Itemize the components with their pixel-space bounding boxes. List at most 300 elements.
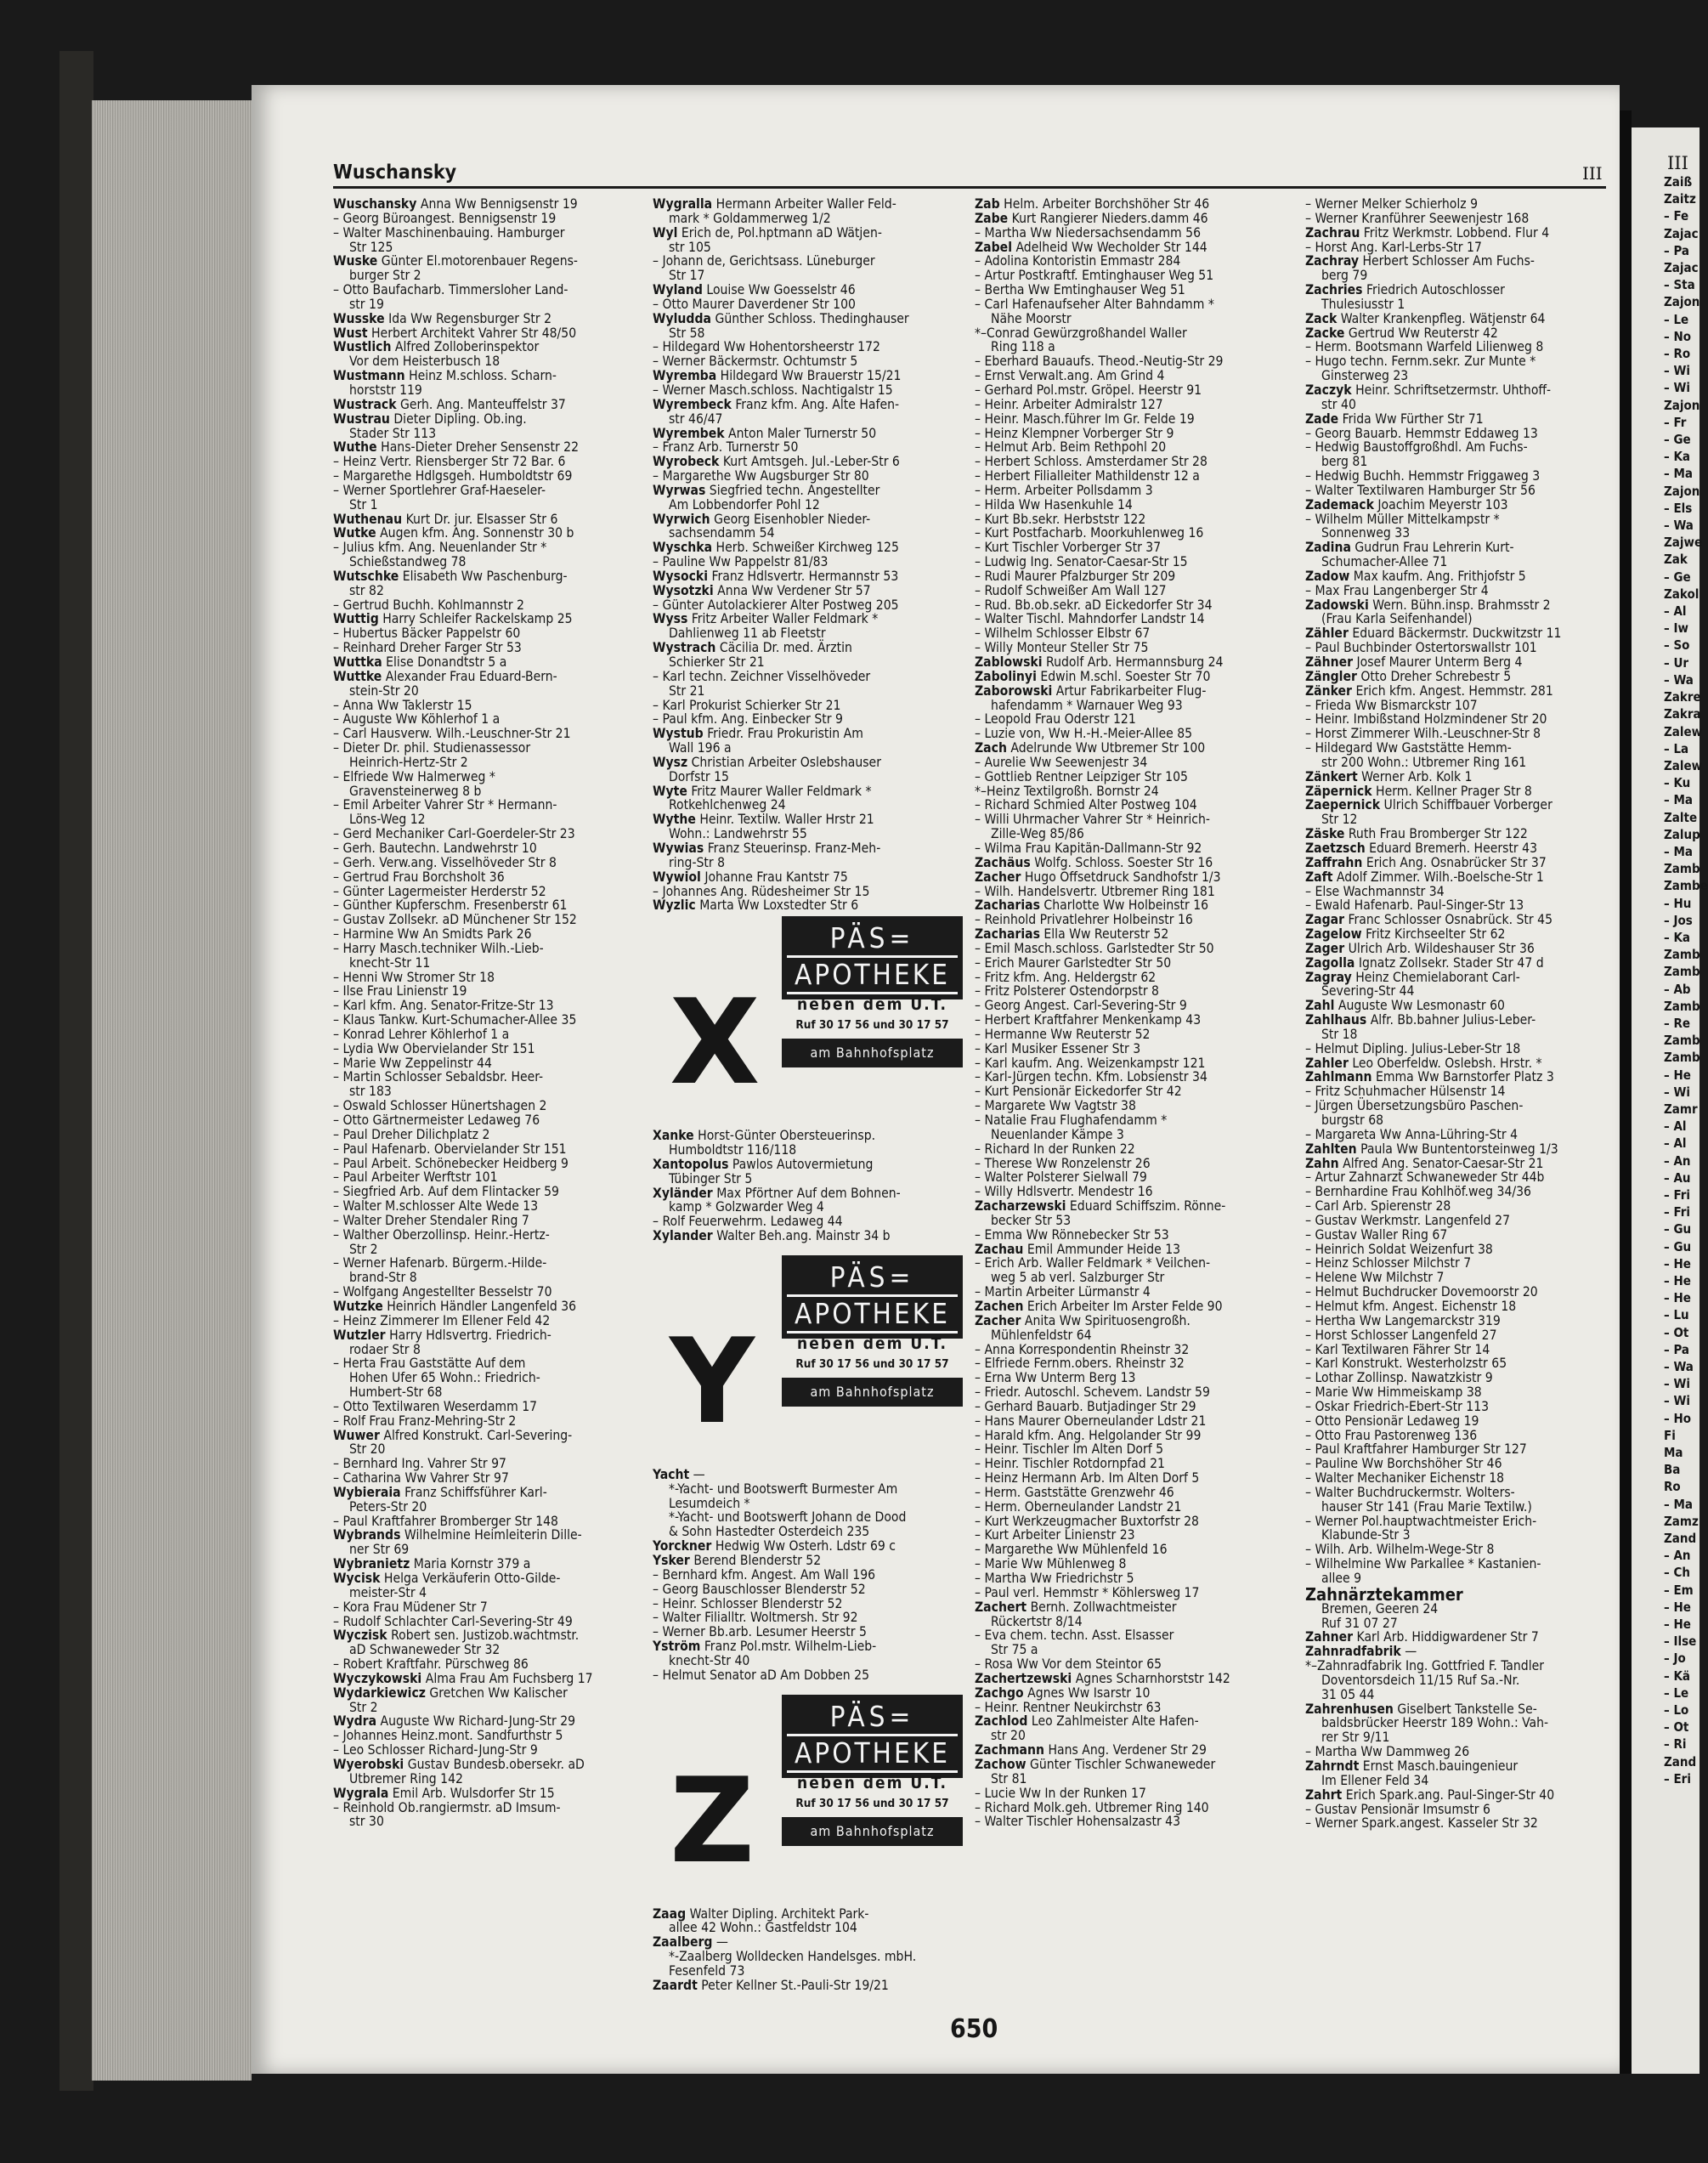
entry-line: – Else Wachmannstr 34 <box>1305 883 1445 899</box>
entry-details: Erich Spark.ang. Paul-Singer-Str 40 <box>1345 1786 1555 1803</box>
next-page-line: – Le <box>1664 1685 1689 1701</box>
entry-continuation: Zille-Weg 85/86 <box>991 826 1084 842</box>
entry-line: – Helmut Dipling. Julius-Leber-Str 18 <box>1305 1040 1521 1056</box>
entry-line: – Lucie Ww In der Runken 17 <box>975 1785 1146 1801</box>
surname: Zach <box>975 740 1007 756</box>
surname: Zachlod <box>975 1713 1028 1730</box>
entry-continuation: berg 79 <box>1321 268 1368 284</box>
entry-details: Friedrich Autoschlosser <box>1366 282 1505 298</box>
entry-continuation: Thulesiusstr 1 <box>1321 296 1405 312</box>
surname: Zadowski <box>1305 597 1369 613</box>
entry-details: Edwin M.schl. Soester Str 70 <box>1040 668 1211 684</box>
surname: Wygralla <box>653 196 713 212</box>
entry-line <box>975 241 1292 255</box>
surname: Zagolla <box>1305 954 1355 971</box>
next-page-line: – So <box>1664 637 1690 654</box>
next-page-edge <box>1632 127 1708 2074</box>
entry-details: Josef Maurer Unterm Berg 4 <box>1356 654 1523 670</box>
entry-continuation: kamp * Golzwarder Weg 4 <box>669 1199 824 1215</box>
entry-line <box>653 1907 970 1922</box>
entries-wy <box>653 197 970 913</box>
surname: Wustrack <box>333 396 397 412</box>
entry-line: – Heinr. Arbeiter Admiralstr 127 <box>975 396 1163 412</box>
entry-line <box>653 727 970 741</box>
entry-continuation: baldsbrücker Heerstr 189 Wohn.: Vah- <box>1321 1715 1549 1731</box>
entry-continuation: Klabunde-Str 3 <box>1321 1527 1411 1543</box>
entry-details: Franz Hdlsvertr. Hermannstr 53 <box>711 568 899 584</box>
entry-line: – Herm. Arbeiter Pollsdamm 3 <box>975 482 1153 498</box>
entry-line: – Wilhelm Schlosser Elbstr 67 <box>975 626 1151 642</box>
entry-details: Walter Beh.ang. Mainstr 34 b <box>716 1228 891 1244</box>
surname: Zaft <box>1305 869 1333 885</box>
entry-details: Heinz M.schloss. Scharn- <box>409 368 557 384</box>
surname: Zachmann <box>975 1742 1045 1758</box>
next-page-line: – He <box>1664 1255 1691 1271</box>
entry-continuation: Str 17 <box>669 268 705 284</box>
surname: Wutschke <box>333 568 399 584</box>
entry-line <box>1305 283 1623 297</box>
ad-location: neben dem U.T. <box>797 995 947 1015</box>
surname: Zachray <box>1305 253 1359 269</box>
entry-line: – Karl techn. Zeichner Visselhöveder <box>653 668 871 684</box>
surname: Wuwer <box>333 1427 380 1443</box>
entry-details: Leo Oberfeldw. Oslebsh. Hrstr. * <box>1352 1055 1542 1071</box>
next-page-line: – Wi <box>1664 380 1690 396</box>
entry-line <box>653 369 970 383</box>
next-page-line: – Fe <box>1664 208 1689 224</box>
entry-details: Gertrud Ww Reuterstr 42 <box>1348 325 1498 341</box>
ad-name-line1: PÄS= <box>829 921 915 955</box>
entry-continuation: Doventorsdeich 11/15 Ruf Sa.-Nr. <box>1321 1672 1520 1688</box>
entry-details: Adolf Zimmer. Wilh.-Boelsche-Str 1 <box>1336 869 1544 885</box>
surname: Zachries <box>1305 282 1363 298</box>
entry-continuation: Vor dem Heisterbusch 18 <box>349 354 501 370</box>
next-page-line: – Wi <box>1664 363 1690 379</box>
next-page-line: Zamr <box>1664 1101 1698 1117</box>
entry-continuation: Am Lobbendorfer Pohl 12 <box>669 496 820 512</box>
entry-line: – Willy Monteur Steller Str 75 <box>975 640 1149 656</box>
entry-details: Augen kfm. Ang. Sonnenstr 30 b <box>380 525 574 541</box>
entry-line <box>653 1186 970 1201</box>
ad-phone: Ruf 30 17 56 und 30 17 57 <box>795 1796 949 1810</box>
entry-line <box>333 526 651 541</box>
entry-continuation: Rückertstr 8/14 <box>991 1613 1083 1629</box>
entry-line: – Pauline Ww Pappelstr 81/83 <box>653 554 829 570</box>
ad-phone: Ruf 30 17 56 und 30 17 57 <box>795 1356 949 1371</box>
entry-line: – Herm. Gaststätte Grenzwehr 46 <box>975 1484 1174 1500</box>
surname: Wywiol <box>653 869 701 885</box>
surname: Zähler <box>1305 626 1349 642</box>
entry-details: Cäcilia Dr. med. Ärztin <box>719 640 852 656</box>
entry-details: Karl Arb. Hiddigwardener Str 7 <box>1356 1629 1539 1645</box>
entry-details: Ruth Frau Bromberger Str 122 <box>1348 826 1528 842</box>
entry-line <box>333 1786 651 1801</box>
entry-line: – Kurt Tischler Vorberger Str 37 <box>975 540 1162 556</box>
entry-line: – Pauline Ww Borchshöher Str 46 <box>1305 1456 1502 1472</box>
entry-continuation: Ginsterweg 23 <box>1321 368 1409 384</box>
entry-line: – Gerd Mechaniker Carl-Goerdeler-Str 23 <box>333 826 575 842</box>
section-letter-y: Y <box>670 1312 755 1450</box>
entry-continuation: *-Yacht- und Bootswerft Burmester Am <box>669 1481 898 1497</box>
entry-details: Berend Blenderstr 52 <box>693 1553 822 1568</box>
entry-line <box>653 283 970 297</box>
entry-details: Heinr. Textilw. Waller Hrstr 21 <box>699 812 874 828</box>
entry-line: – Walter Maschinenbauing. Hamburger <box>333 224 565 241</box>
entry-continuation: Peters-Str 20 <box>349 1498 427 1515</box>
entry-line <box>333 1686 651 1701</box>
entry-details: Frida Ww Fürther Str 71 <box>1342 411 1484 427</box>
entry-line: – Carl Arb. Spierenstr 28 <box>1305 1198 1451 1215</box>
entry-line: – Klaus Tankw. Kurt-Schumacher-Allee 35 <box>333 1012 577 1028</box>
section-heading: Zahnärztekammer <box>1305 1583 1463 1605</box>
entry-line: – Paul Kraftfahrer Bromberger Str 148 <box>333 1513 558 1529</box>
entry-details: Alexander Frau Eduard-Bern- <box>385 668 557 684</box>
entry-continuation: Wall 196 a <box>669 740 732 756</box>
entry-line: – Otto Maurer Daverdener Str 100 <box>653 296 856 312</box>
surname: Wyland <box>653 282 703 298</box>
surname: Wuschansky <box>333 196 417 212</box>
entry-line: – Kurt Bb.sekr. Herbststr 122 <box>975 511 1146 527</box>
next-page-line: – Gu <box>1664 1221 1692 1237</box>
entry-line <box>975 670 1292 684</box>
entry-line: – Kora Frau Müdener Str 7 <box>333 1599 488 1615</box>
entry-line: – Fritz Schuhmacher Hülsenstr 14 <box>1305 1084 1506 1100</box>
surname: Wuttka <box>333 654 382 670</box>
surname: Zablowski <box>975 654 1043 670</box>
next-page-line: – Jos <box>1664 912 1693 928</box>
entry-line <box>975 1243 1292 1257</box>
entry-line: – Werner Spark.angest. Kasseler Str 32 <box>1305 1815 1538 1832</box>
entry-line: – Kurt Postfacharb. Moorkuhlenweg 16 <box>975 525 1204 541</box>
surname: Zabel <box>975 239 1013 255</box>
entry-line: – Paul Arbeiter Werftstr 101 <box>333 1169 498 1186</box>
entry-line <box>1305 1702 1623 1717</box>
directory-column-1 <box>333 197 651 1829</box>
entry-line: – Hugo techn. Fernm.sekr. Zur Munte * <box>1305 354 1536 370</box>
entry-continuation: becker Str 53 <box>991 1212 1072 1228</box>
next-page-line: Zaitz <box>1664 191 1696 207</box>
entry-line: – Marie Ww Mühlenweg 8 <box>975 1556 1127 1572</box>
entry-line <box>653 1229 970 1243</box>
entry-details: Elisabeth Ww Paschenburg- <box>402 568 568 584</box>
entry-details: Kurt Rangierer Nieders.damm 46 <box>1011 210 1208 226</box>
entry-line: – Heinr. Schlosser Blenderstr 52 <box>653 1595 843 1611</box>
entry-line <box>1305 569 1623 584</box>
entry-line <box>333 1328 651 1343</box>
surname: Wyrembek <box>653 425 725 441</box>
next-page-line: Zakol <box>1664 586 1700 602</box>
entry-details: Günter El.motorenbauer Regens- <box>381 253 578 269</box>
entry-line <box>653 312 970 326</box>
next-page-line: – Gu <box>1664 1238 1692 1254</box>
entry-line <box>653 1979 970 1993</box>
entry-details: Herbert Architekt Vahrer Str 48/50 <box>371 325 577 341</box>
entry-line: – Paul kfm. Ang. Einbecker Str 9 <box>653 711 843 728</box>
entry-line <box>653 455 970 469</box>
entry-continuation: knecht-Str 11 <box>349 954 431 971</box>
entry-line: – Heinrich Soldat Weizenfurt 38 <box>1305 1241 1493 1257</box>
entry-line: – Bernhardine Frau Kohlhöf.weg 34/36 <box>1305 1184 1531 1200</box>
entry-details: Herbert Schlosser Am Fuchs- <box>1362 253 1535 269</box>
surname: Zachrau <box>1305 224 1360 241</box>
surname: Wutzke <box>333 1298 383 1314</box>
entry-continuation: ner Str 69 <box>349 1542 410 1558</box>
surname: Zahlmann <box>1305 1069 1372 1085</box>
surname: Zagray <box>1305 969 1352 985</box>
entry-continuation: Dorfstr 15 <box>669 768 729 784</box>
entry-line: – Dieter Dr. phil. Studienassessor <box>333 740 531 756</box>
entry-line: – Heinz Hermann Arb. Im Alten Dorf 5 <box>975 1470 1200 1486</box>
entry-line: – Heinr. Rentner Neukirchstr 63 <box>975 1699 1162 1715</box>
entry-details: Helm. Arbeiter Borchshöher Str 46 <box>1004 196 1210 212</box>
surname: Zahrt <box>1305 1786 1343 1803</box>
entry-continuation: Mühlenfeldstr 64 <box>991 1327 1092 1343</box>
entry-details: Kurt Amtsgeh. Jul.-Leber-Str 6 <box>722 454 900 470</box>
surname: Wywias <box>653 840 704 856</box>
entry-details: Fritz Werkmstr. Lobbend. Flur 4 <box>1363 224 1550 241</box>
entry-line: – Anna Korrespondentin Rheinstr 32 <box>975 1341 1190 1357</box>
entry-line <box>653 1539 970 1554</box>
entry-details: Walter Dipling. Architekt Park- <box>689 1905 869 1922</box>
surname: Zahler <box>1305 1055 1349 1071</box>
entry-line: – Fritz kfm. Ang. Heldergstr 62 <box>975 969 1157 985</box>
entry-line: – Ludwig Ing. Senator-Caesar-Str 15 <box>975 554 1188 570</box>
next-page-line: – Lu <box>1664 1307 1689 1323</box>
entry-details: Wolfg. Schloss. Soester Str 16 <box>1034 854 1213 870</box>
ad-address: am Bahnhofsplatz <box>782 1039 963 1067</box>
entry-line: – Horst Schlosser Langenfeld 27 <box>1305 1327 1497 1343</box>
entry-continuation: Str 81 <box>991 1770 1027 1786</box>
entry-details: Emil Ammunder Heide 13 <box>1026 1241 1181 1257</box>
entry-line: – Karl kaufm. Ang. Weizenkampstr 121 <box>975 1055 1206 1071</box>
entry-continuation: aD Schwaneweder Str 32 <box>349 1642 501 1658</box>
entry-line <box>653 541 970 555</box>
surname: Wybieraia <box>333 1484 401 1500</box>
entry-continuation: (Frau Karla Seifenhandel) <box>1321 611 1473 627</box>
ad-logo <box>782 916 963 999</box>
surname: Zachertzewski <box>975 1670 1072 1686</box>
entry-continuation: Fesenfeld 73 <box>669 1962 745 1979</box>
entry-line <box>1305 942 1623 956</box>
entry-line: – Wilh. Handelsvertr. Utbremer Ring 181 <box>975 883 1215 899</box>
entry-line <box>333 326 651 341</box>
surname: Zacharias <box>975 897 1040 914</box>
next-page-line: Zajon <box>1664 294 1700 310</box>
entry-line <box>653 784 970 799</box>
entry-details: Wilhelmine Heimleiterin Dille- <box>404 1527 582 1543</box>
surname: Wuttke <box>333 668 382 684</box>
surname: Zahnradfabrik <box>1305 1644 1401 1660</box>
surname: Zaetzsch <box>1305 840 1366 856</box>
entry-details: Max kaufm. Ang. Frithjofstr 5 <box>1353 568 1526 584</box>
next-page-line: – He <box>1664 1599 1691 1615</box>
entry-details: Ida Ww Regensburger Str 2 <box>388 310 551 326</box>
entry-line: – Hedwig Baustoffgroßhdl. Am Fuchs- <box>1305 439 1528 456</box>
entry-line: – Carl Hausverw. Wilh.-Leuschner-Str 21 <box>333 726 571 742</box>
entry-details: Eduard Schiffszim. Rönne- <box>1069 1198 1226 1215</box>
entry-details: Heinz Chemielaborant Carl- <box>1355 969 1520 985</box>
surname: Zachäus <box>975 854 1031 870</box>
entry-line <box>1305 1142 1623 1157</box>
entry-line <box>975 197 1292 212</box>
entry-line <box>1305 498 1623 512</box>
entry-details: Emil Arb. Wulsdorfer Str 15 <box>392 1785 555 1801</box>
next-page-line: – Ku <box>1664 775 1691 791</box>
entry-line: – Harmine Ww An Smidts Park 26 <box>333 926 532 943</box>
surname: Wyss <box>653 611 688 627</box>
surname: Wyzlic <box>653 897 696 914</box>
next-page-line: – Wa <box>1664 1359 1694 1375</box>
entry-line <box>333 1571 651 1586</box>
entry-line: – Werner Hafenarb. Bürgerm.-Hilde- <box>333 1255 547 1271</box>
entry-line: – Walter Buchdruckermstr. Wolters- <box>1305 1484 1515 1500</box>
entry-continuation: Heinrich-Hertz-Str 2 <box>349 754 468 770</box>
entry-details: Agnes Scharnhorststr 142 <box>1075 1670 1230 1686</box>
surname: Wyte <box>653 783 687 799</box>
entry-details: Alfr. Bb.bahner Julius-Leber- <box>1370 1012 1536 1028</box>
surname: Yacht <box>653 1466 690 1482</box>
entry-line <box>653 612 970 626</box>
page-roman-numeral: III <box>1582 163 1603 184</box>
directory-column-3 <box>975 197 1292 1829</box>
entry-line: – Franz Arb. Turnerstr 50 <box>653 439 799 456</box>
surname: Zacher <box>975 869 1021 885</box>
entry-line: – Heinr. Imbißstand Holzmindener Str 20 <box>1305 711 1547 728</box>
entry-line: – Elfriede Fernm.obers. Rheinstr 32 <box>975 1356 1185 1372</box>
entry-line: – Therese Ww Ronzelenstr 26 <box>975 1155 1151 1171</box>
entry-continuation: str 200 Wohn.: Utbremer Ring 161 <box>1321 754 1527 770</box>
next-page-line: – Le <box>1664 311 1689 327</box>
entry-line: – Margareta Ww Anna-Lühring-Str 4 <box>1305 1126 1519 1142</box>
entry-line: – Lothar Zollinsp. Nawatzkistr 9 <box>1305 1370 1493 1386</box>
surname: Wysz <box>653 754 688 770</box>
next-page-line: – Ma <box>1664 792 1693 808</box>
entry-details: Helga Verkäuferin Otto-Gilde- <box>383 1571 561 1586</box>
surname: Wythe <box>653 812 696 828</box>
entry-line <box>1305 1759 1623 1774</box>
entry-continuation: Str 125 <box>349 239 393 255</box>
next-page-line: – Ilse <box>1664 1634 1697 1650</box>
entry-line <box>333 254 651 269</box>
next-page-line: – Pa <box>1664 1341 1690 1357</box>
entry-details: Auguste Ww Richard-Jung-Str 29 <box>380 1713 576 1730</box>
entry-line: – Rud. Bb.ob.sekr. aD Eickedorfer Str 34 <box>975 597 1213 613</box>
entry-details: Christian Arbeiter Oslebshauser <box>691 754 881 770</box>
entry-line <box>333 1528 651 1543</box>
entry-continuation: allee 42 Wohn.: Gastfeldstr 104 <box>669 1920 857 1936</box>
entry-line <box>653 484 970 498</box>
entry-line: – Werner Sportlehrer Graf-Haeseler- <box>333 482 546 498</box>
entry-line: – Wilhelmine Ww Parkallee * Kastanien- <box>1305 1556 1541 1572</box>
next-page-line: – No <box>1664 328 1692 344</box>
surname: Wuske <box>333 253 378 269</box>
entry-continuation: Schumacher-Allee 71 <box>1321 554 1448 570</box>
next-page-line: – Lo <box>1664 1702 1689 1719</box>
entry-line: – Richard Molk.geh. Utbremer Ring 140 <box>975 1799 1209 1815</box>
next-page-line: – Fr <box>1664 414 1687 430</box>
next-page-line: – Wi <box>1664 1376 1690 1392</box>
next-page-line: – An <box>1664 1152 1691 1169</box>
entry-continuation: weg 5 ab verl. Salzburger Str <box>991 1270 1165 1286</box>
entry-details: Gretchen Ww Kalischer <box>429 1685 568 1701</box>
surname: Zaffrahn <box>1305 854 1363 870</box>
entry-continuation: burger Str 2 <box>349 268 421 284</box>
entry-line <box>653 1468 970 1482</box>
next-page-line: – He <box>1664 1273 1691 1288</box>
entries-zach-zahn <box>1305 197 1623 1586</box>
entry-line <box>653 427 970 441</box>
entry-line: – Werner Kranführer Seewenjestr 168 <box>1305 210 1530 226</box>
entry-line: – Emil Masch.schloss. Garlstedter Str 50 <box>975 940 1214 956</box>
entry-line: – Adolina Kontoristin Emmastr 284 <box>975 253 1181 269</box>
entry-continuation: 31 05 44 <box>1321 1686 1375 1702</box>
entry-continuation: *-Zaalberg Wolldecken Handelsges. mbH. <box>669 1949 917 1965</box>
next-page-line: Zalte <box>1664 809 1698 825</box>
entry-details: Harry Schleifer Rackelskamp 25 <box>382 611 573 627</box>
entry-line: – Heinr. Tischler Rotdornpfad 21 <box>975 1456 1165 1472</box>
surname: Wyczisk <box>333 1628 387 1644</box>
entry-details: Hans Ang. Verdener Str 29 <box>1048 1742 1207 1758</box>
entry-details: Anita Ww Spirituosengroßh. <box>1024 1312 1191 1328</box>
entry-details: Fritz Arbeiter Waller Feldmark * <box>691 611 879 627</box>
entry-line: – Reinhold Privatlehrer Holbeinstr 16 <box>975 912 1193 928</box>
surname: Wydarkiewicz <box>333 1685 426 1701</box>
next-page-line: – La <box>1664 740 1689 756</box>
surname: Zänker <box>1305 682 1352 699</box>
entry-line <box>975 898 1292 913</box>
surname: Zahner <box>1305 1629 1354 1645</box>
entry-line: – Ilse Frau Linienstr 19 <box>333 983 467 999</box>
entry-line: – Rudolf Schlachter Carl-Severing-Str 49 <box>333 1613 573 1629</box>
next-page-line: – Ge <box>1664 569 1691 585</box>
entry-line: – Bernhard Ing. Vahrer Str 97 <box>333 1456 506 1472</box>
entry-details: Emma Ww Barnstorfer Platz 3 <box>1375 1069 1554 1085</box>
entry-line: – Heinz Vertr. Riensberger Str 72 Bar. 6 <box>333 454 566 470</box>
entry-line: – Harald kfm. Ang. Helgolander Str 99 <box>975 1427 1202 1443</box>
ad-location: neben dem U.T. <box>797 1333 947 1353</box>
entry-line: – Kurt Pensionär Eickedorfer Str 42 <box>975 1084 1182 1100</box>
entry-line: – Heinr. Masch.führer Im Gr. Felde 19 <box>975 411 1195 427</box>
entry-line: – Gustav Werkmstr. Langenfeld 27 <box>1305 1212 1511 1228</box>
entry-line: – Hildegard Ww Hohentorsheerstr 172 <box>653 339 880 355</box>
entry-line: – Gertrud Frau Borchsholt 36 <box>333 869 505 885</box>
entry-line: – Karl-Jürgen techn. Kfm. Lobsienstr 34 <box>975 1069 1207 1085</box>
surname: Zadow <box>1305 568 1350 584</box>
next-page-line: – Re <box>1664 1015 1690 1031</box>
surname: Zachow <box>975 1756 1026 1772</box>
entry-line <box>653 870 970 885</box>
entry-details: Artur Fabrikarbeiter Flug- <box>1055 682 1207 699</box>
entry-continuation: Hohen Ufer 65 Wohn.: Friedrich- <box>349 1370 540 1386</box>
surname: Zaag <box>653 1905 687 1922</box>
next-page-line: Zamb <box>1664 998 1700 1014</box>
surname: Zachert <box>975 1599 1027 1615</box>
entry-line <box>333 312 651 326</box>
book-spine <box>59 51 93 2091</box>
entry-line: – Martin Schlosser Sebaldsbr. Heer- <box>333 1069 544 1085</box>
next-page-line: – Ch <box>1664 1565 1690 1581</box>
entry-details: Hedwig Ww Osterh. Ldstr 69 c <box>715 1538 896 1554</box>
entry-continuation: Schießstandweg 78 <box>349 554 467 570</box>
directory-column-2 <box>653 197 970 1993</box>
next-page-line: – Ma <box>1664 466 1693 482</box>
entry-continuation: horststr 119 <box>349 382 422 398</box>
next-page-line: Zakra <box>1664 706 1701 722</box>
entry-line <box>1305 655 1623 670</box>
entry-line: – Georg Bauschlosser Blenderstr 52 <box>653 1581 866 1597</box>
entry-line: – Werner Bäckermstr. Ochtumstr 5 <box>653 354 858 370</box>
entry-line: *–Zahnradfabrik Ing. Gottfried F. Tandler <box>1305 1658 1545 1674</box>
